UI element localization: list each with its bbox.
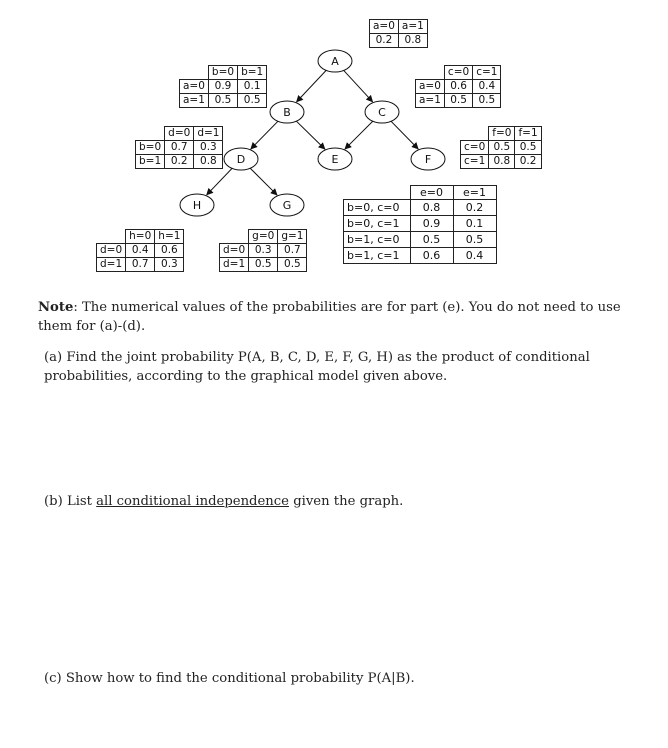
row-header: c=0 — [461, 141, 489, 155]
node-e — [318, 148, 352, 170]
cpt-table-e — [343, 185, 497, 264]
node-label: E — [331, 153, 339, 166]
col-header: e=1 — [453, 186, 496, 200]
cpt-table-h — [96, 229, 184, 272]
prob-cell: 0.5 — [410, 232, 453, 248]
prob-cell: 0.5 — [238, 94, 267, 108]
row-header: b=0, c=1 — [344, 216, 411, 232]
col-header: a=1 — [398, 20, 427, 34]
col-header: h=1 — [155, 230, 184, 244]
cpt-table-b — [179, 65, 267, 108]
node-h — [180, 194, 214, 216]
node-label: D — [236, 153, 246, 166]
row-header: d=0 — [220, 244, 249, 258]
row-header: d=0 — [97, 244, 126, 258]
node-g — [270, 194, 304, 216]
col-header: f=0 — [489, 127, 515, 141]
prob-cell: 0.7 — [165, 141, 194, 155]
prob-cell: 0.8 — [398, 34, 427, 48]
node-label: A — [331, 55, 339, 68]
col-header: g=0 — [249, 230, 278, 244]
col-header: b=1 — [238, 66, 267, 80]
row-header: b=1, c=1 — [344, 248, 411, 264]
node-f — [411, 148, 445, 170]
row-header: b=0 — [136, 141, 165, 155]
prob-cell: 0.5 — [444, 94, 472, 108]
prob-cell: 0.1 — [453, 216, 496, 232]
prob-cell: 0.4 — [453, 248, 496, 264]
node-a — [318, 50, 352, 72]
prob-cell: 0.2 — [453, 200, 496, 216]
row-header: a=1 — [180, 94, 209, 108]
node-label: B — [283, 106, 291, 119]
node-label: H — [192, 199, 202, 212]
prob-cell: 0.9 — [208, 80, 237, 94]
note-paragraph — [38, 298, 638, 336]
prob-cell: 0.5 — [453, 232, 496, 248]
edge-d-h — [207, 168, 232, 195]
prob-cell: 0.3 — [194, 141, 223, 155]
cpt-table-f — [460, 126, 542, 169]
row-header: a=1 — [416, 94, 445, 108]
question-text-before: List — [66, 494, 97, 509]
prob-cell: 0.2 — [165, 155, 194, 169]
prob-cell: 0.8 — [194, 155, 223, 169]
prob-cell: 0.5 — [278, 258, 307, 272]
prob-cell: 0.5 — [473, 94, 501, 108]
edge-b-e — [296, 121, 325, 149]
node-label: G — [282, 199, 292, 212]
col-header: e=0 — [410, 186, 453, 200]
edge-d-g — [250, 168, 277, 195]
prob-cell: 0.5 — [208, 94, 237, 108]
prob-cell: 0.2 — [370, 34, 399, 48]
prob-cell: 0.3 — [249, 244, 278, 258]
prob-cell: 0.7 — [126, 258, 155, 272]
cpt-table-g — [219, 229, 307, 272]
question-text: Show how to find the conditional probability P(A|B). — [65, 671, 415, 686]
node-d — [224, 148, 258, 170]
row-header: d=1 — [220, 258, 249, 272]
col-header: b=0 — [208, 66, 237, 80]
row-header: c=1 — [461, 155, 489, 169]
cpt-table-c — [415, 65, 501, 108]
row-header: b=1 — [136, 155, 165, 169]
row-header: a=0 — [180, 80, 209, 94]
node-c — [365, 101, 399, 123]
edge-c-e — [345, 121, 373, 149]
prob-cell: 0.1 — [238, 80, 267, 94]
row-header: b=0, c=0 — [344, 200, 411, 216]
edge-c-f — [391, 121, 418, 149]
node-b — [270, 101, 304, 123]
question-underlined-text: all conditional independence — [96, 494, 289, 509]
prob-cell: 0.7 — [278, 244, 307, 258]
prob-cell: 0.8 — [410, 200, 453, 216]
prob-cell: 0.6 — [444, 80, 472, 94]
question-a — [44, 348, 636, 386]
col-header: h=0 — [126, 230, 155, 244]
prob-cell: 0.5 — [249, 258, 278, 272]
prob-cell: 0.6 — [410, 248, 453, 264]
prob-cell: 0.8 — [489, 155, 515, 169]
cpt-table-d — [135, 126, 223, 169]
question-c — [44, 669, 636, 688]
col-header: f=1 — [515, 127, 541, 141]
row-header: d=1 — [97, 258, 126, 272]
node-label: C — [378, 106, 386, 119]
question-b — [44, 492, 636, 511]
col-header: a=0 — [370, 20, 399, 34]
row-header: b=1, c=0 — [344, 232, 411, 248]
note-text: : The numerical values of the probabilities are for part (e). You do not need to use them for (a)-(d). — [38, 300, 621, 334]
col-header: d=0 — [165, 127, 194, 141]
edge-b-d — [251, 121, 278, 149]
col-header: d=1 — [194, 127, 223, 141]
note-label: Note — [38, 300, 74, 315]
prob-cell: 0.4 — [473, 80, 501, 94]
prob-cell: 0.5 — [489, 141, 515, 155]
col-header: g=1 — [278, 230, 307, 244]
prob-cell: 0.3 — [155, 258, 184, 272]
prob-cell: 0.6 — [155, 244, 184, 258]
question-prefix: (c) — [44, 671, 62, 686]
edge-a-b — [297, 70, 327, 101]
col-header: c=0 — [444, 66, 472, 80]
question-text: Find the joint probability P(A, B, C, D, E, F, G, H) as the product of conditional probabilities, according to the graphical model given above. — [44, 350, 590, 384]
prob-cell: 0.4 — [126, 244, 155, 258]
node-label: F — [424, 153, 432, 166]
cpt-table-a — [369, 19, 428, 48]
question-text-after: given the graph. — [289, 494, 404, 509]
prob-cell: 0.9 — [410, 216, 453, 232]
row-header: a=0 — [416, 80, 445, 94]
prob-cell: 0.2 — [515, 155, 541, 169]
edge-a-c — [344, 70, 373, 101]
question-prefix: (a) — [44, 350, 63, 365]
prob-cell: 0.5 — [515, 141, 541, 155]
col-header: c=1 — [473, 66, 501, 80]
question-prefix: (b) — [44, 494, 63, 509]
